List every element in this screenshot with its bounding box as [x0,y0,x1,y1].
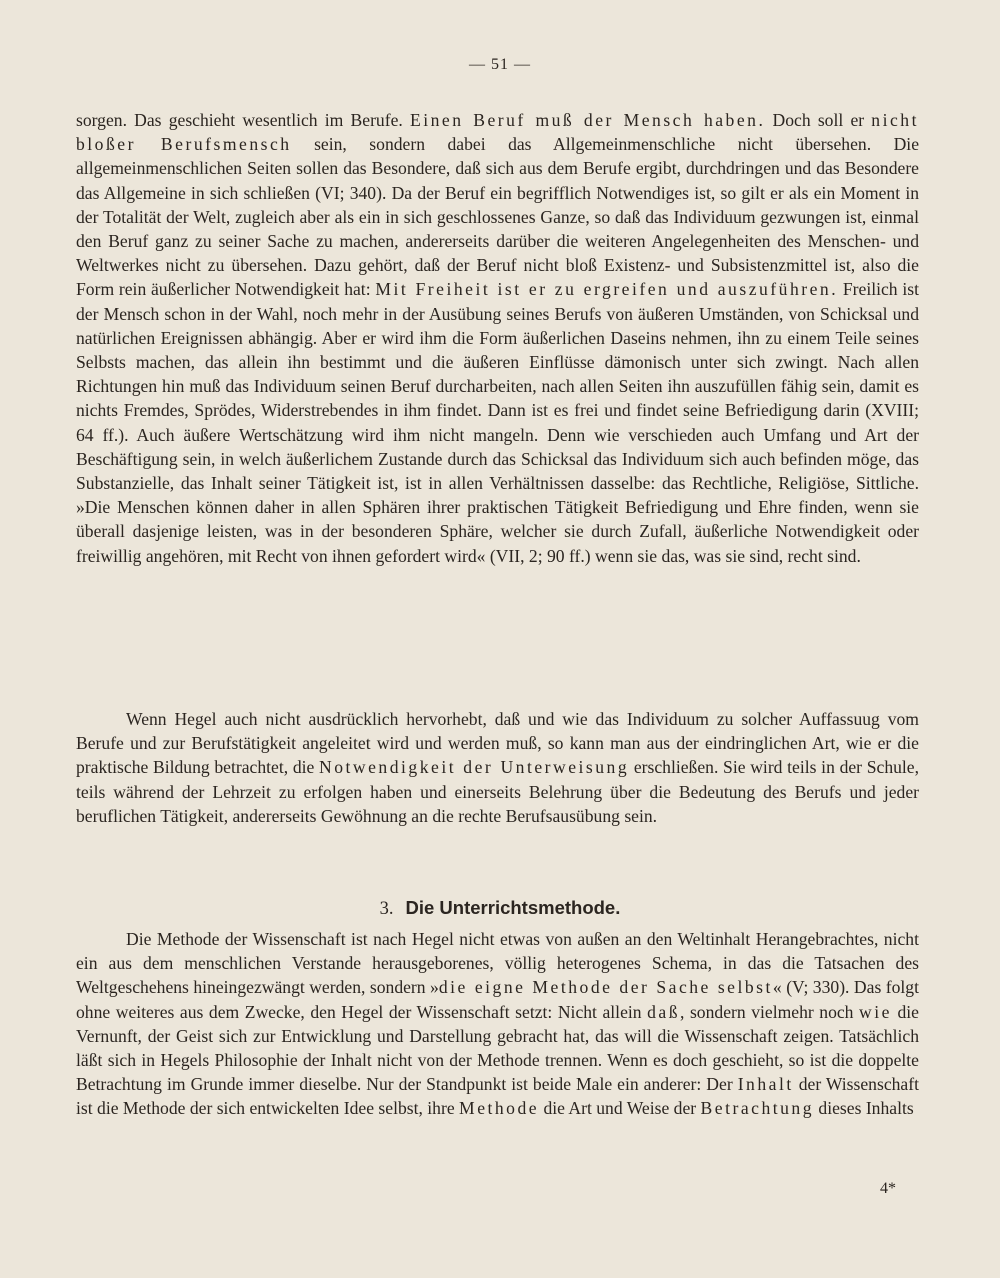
text-run: Die Methode der Wissenschaft ist nach Hegel nicht etwas von außen an den Weltinhalt Herangebrachtes, nicht ein aus dem menschlichen Verstande herausgeborenes, völlig heterogenes Schema, in das die Tatsachen des Weltgeschehens hineingezwängt werden, sondern » [76,929,919,998]
signature-mark: 4* [880,1180,896,1197]
emphasized-text: die eigne Methode der Sache selbst [438,977,773,998]
emphasized-text: Methode [459,1098,540,1119]
body-paragraph [76,927,919,1121]
text-run: Wenn Hegel auch nicht ausdrücklich hervorhebt, daß und wie das Individuum zu solcher Auffassuug vom Berufe und zur Berufstätigkeit angeleitet wird und werden muß, so kann man aus der eindringlichen Art, wie er die praktische Bildung betrachtet, die [76,709,919,778]
page-number: — 51 — [469,56,531,73]
emphasized-text: nicht bloßer Berufsmensch [76,110,919,155]
body-paragraph [76,707,919,828]
emphasized-text: Inhalt [737,1074,794,1095]
paragraph-3-block [76,927,919,1121]
body-paragraph [76,108,919,568]
text-run: , sondern vielmehr noch [680,1001,860,1022]
section-title: Die Unterrichtsmethode. [405,897,621,918]
text-run: « (V; 330). Das folgt ohne weiteres aus dem Zwecke, den Hegel der Wissenschaft setzt: Nicht allein [76,977,919,1022]
text-run: die Art und Weise der [539,1098,701,1119]
text-run: Doch soll er [765,110,872,130]
paragraph-2-block [76,707,919,828]
text-run: sein, sondern dabei das Allgemeinmenschliche nicht übersehen. Die allgemeinmenschlichen Seiten sollen das Besondere, daß sich aus dem Berufe ergibt, durchdringen und das Besondere das Allgemeine in sich schließen (VI; 340). Da der Beruf ein begrifflich Notwendiges ist, so gilt er als ein Moment in der Totalität der Welt, zugleich aber als ein in sich geschlossenes Ganze, so daß das Individuum gezwungen ist, einmal den Beruf ganz zu seiner Sache zu machen, andererseits darüber die weiteren Angelegenheiten des Menschen- und Weltwerkes nicht zu übersehen. Dazu gehört, daß der Beruf nicht bloß Existenz- und Subsistenzmittel ist, also die Form rein äußerlicher Notwendigkeit hat: [76,134,919,300]
text-run: erschließen. Sie wird teils in der Schule, teils während der Lehrzeit zu erfolgen haben und einerseits Belehrung über die Bedeutung des Berufs und jeder beruflichen Tätigkeit, andererseits Gewöhnung an die rechte Berufsausübung sein. [76,757,920,826]
emphasized-text: Einen Beruf muß der Mensch haben. [409,110,766,130]
emphasized-text: Notwendigkeit der Unterweisung [319,757,630,778]
emphasized-text: Mit Freiheit ist er zu ergreifen und auszuführen. [375,279,839,300]
section-number: 3. [379,899,394,919]
section-heading [0,897,1000,920]
text-run: die Vernunft, der Geist sich zur Entwicklung und Darstellung gebracht hat, das will die Wissenschaft zeigen. Tatsächlich läßt sich in Hegels Philosophie der Inhalt nicht von der Methode trennen. Wenn es doch geschieht, so ist die doppelte Betrachtung im Grunde immer dieselbe. Nur der Standpunkt ist beide Male ein anderer: Der [76,1001,919,1095]
text-run: der Wissenschaft ist die Methode der sich entwickelten Idee selbst, ihre [76,1074,919,1119]
emphasized-text: wie [859,1001,892,1022]
emphasized-text: daß [647,1001,681,1022]
text-run: sorgen. Das geschieht wesentlich im Berufe. [76,110,410,130]
paragraph-1-block [76,108,919,568]
emphasized-text: Betrachtung [700,1098,815,1119]
text-run: dieses Inhalts [814,1098,914,1119]
text-run: Freilich ist der Mensch schon in der Wahl, noch mehr in der Ausübung seines Berufs von äußeren Umständen, von Schicksal und natürlichen Ereignissen abhängig. Aber er wird ihm die Form äußerlichen Daseins nehmen, ihn zu einem Teile seines Selbsts machen, das allein ihn bestimmt und die äußeren Einflüsse dämonisch unter sich zwingt. Nach allen Richtungen hin muß das Individuum seinen Beruf durcharbeiten, nach allen Seiten ihn auszufüllen fähig sein, damit es nichts Fremdes, Sprödes, Widerstrebendes in ihm findet. Dann ist es frei und findet seine Befriedigung darin (XVIII; 64 ff.). Auch äußere Wertschätzung wird ihm nicht mangeln. Denn wie verschieden auch Umfang und Art der Beschäftigung sein, in welch äußerlichem Zustande durch das Schicksal das Individuum sich auch befinden möge, das Substanzielle, das Inhalt seiner Tätigkeit ist, ist in allen Verhältnissen dasselbe: das Rechtliche, Religiöse, Sittliche. »Die Menschen können daher in allen Sphären ihrer praktischen Tätigkeit Befriedigung und Ehre finden, wenn sie überall dasjenige leisten, was in der besonderen Sphäre, welcher sie durch Zufall, äußerliche Notwendigkeit oder freiwillig angehören, mit Recht von ihnen gefordert wird« (VII, 2; 90 ff.) wenn sie das, was sie sind, recht sind. [76,279,919,566]
